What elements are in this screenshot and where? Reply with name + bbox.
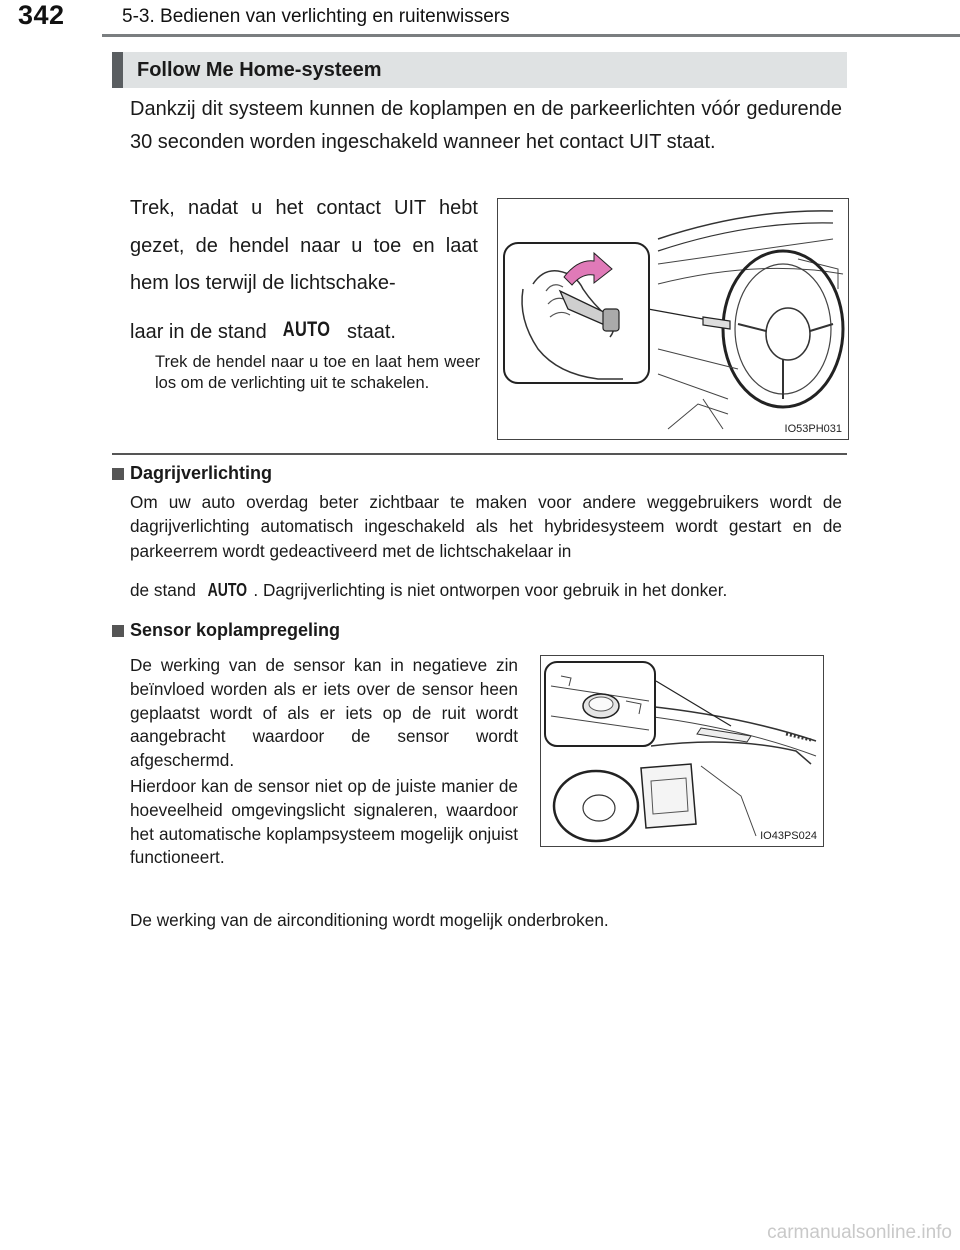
- daylight-paragraph-end: [130, 578, 842, 602]
- lever-illustration: [498, 199, 848, 439]
- daylight-heading: [112, 463, 272, 484]
- note-paragraph: Trek de hendel naar u toe en laat hem weer los om de verlichting uit te schakelen.: [155, 353, 480, 392]
- chapter-title: 5-3. Bedienen van verlichting en ruitenwissers: [122, 6, 510, 27]
- sensor-heading: [112, 620, 340, 641]
- daylight-paragraph: [130, 490, 842, 563]
- auto-position-label: AUTO: [283, 317, 331, 341]
- instruction-last-line: [130, 311, 478, 352]
- figure1-caption: IO53PH031: [784, 423, 842, 435]
- sensor-paragraph-3: De werking van de airconditioning wordt mogelijk onderbroken.: [130, 910, 609, 930]
- bullet-square-icon: [112, 625, 124, 637]
- section-divider: [112, 453, 847, 455]
- instruction-paragraph: [130, 190, 478, 351]
- sensor-paragraph-1: De werking van de sensor kan in negatieve zin beïnvloed worden als er iets over de sensor heen geplaatst wordt of als er iets op de ruit wordt aangebracht waardoor de sensor wordt afgeschermd.: [130, 655, 518, 771]
- bullet-square-icon: [112, 468, 124, 480]
- instruction-main-text: Trek, nadat u het contact UIT hebt gezet, de hendel naar u toe en laat hem los terwijl de lichtschake-: [130, 197, 478, 294]
- section-lead-paragraph: Dankzij dit systeem kunnen de koplampen en de parkeerlichten vóór gedurende 30 seconden worden ingeschakeld wanneer het contact UIT staat.: [130, 98, 842, 153]
- daylight-heading-text: Dagrijverlichting: [130, 463, 273, 483]
- watermark: carmanualsonline.info: [767, 1222, 952, 1243]
- instruction-end-after: staat.: [347, 320, 396, 343]
- figure2-caption: IO43PS024: [760, 830, 817, 842]
- auto-position-label-inline: AUTO: [207, 580, 247, 600]
- banner-accent: [112, 52, 123, 88]
- page-number: 342: [18, 0, 65, 30]
- daylight-end-before: de stand: [130, 580, 196, 600]
- daylight-text: Om uw auto overdag beter zichtbaar te maken voor andere weggebruikers wordt de dagrijverlichting automatisch ingeschakeld als het hybridesysteem wordt gestart en de parkeerrem wordt gedeactiveerd met de lichtschakelaar in: [130, 492, 842, 561]
- section-banner: [112, 52, 847, 88]
- instruction-end-before: laar in de stand: [130, 320, 267, 343]
- sensor-figure: [540, 655, 824, 847]
- daylight-end-after: . Dagrijverlichting is niet ontworpen voor gebruik in het donker.: [253, 580, 728, 600]
- section-title: Follow Me Home-systeem: [137, 58, 382, 81]
- sensor-heading-text: Sensor koplampregeling: [130, 620, 341, 640]
- sensor-illustration: [541, 656, 823, 846]
- header-rule: [102, 34, 960, 37]
- sensor-paragraph-2: Hierdoor kan de sensor niet op de juiste manier de hoeveelheid omgevingslicht signaleren, waardoor het automatische koplampsysteem mogelijk onjuist functioneert.: [130, 776, 518, 868]
- lever-figure: [497, 198, 849, 440]
